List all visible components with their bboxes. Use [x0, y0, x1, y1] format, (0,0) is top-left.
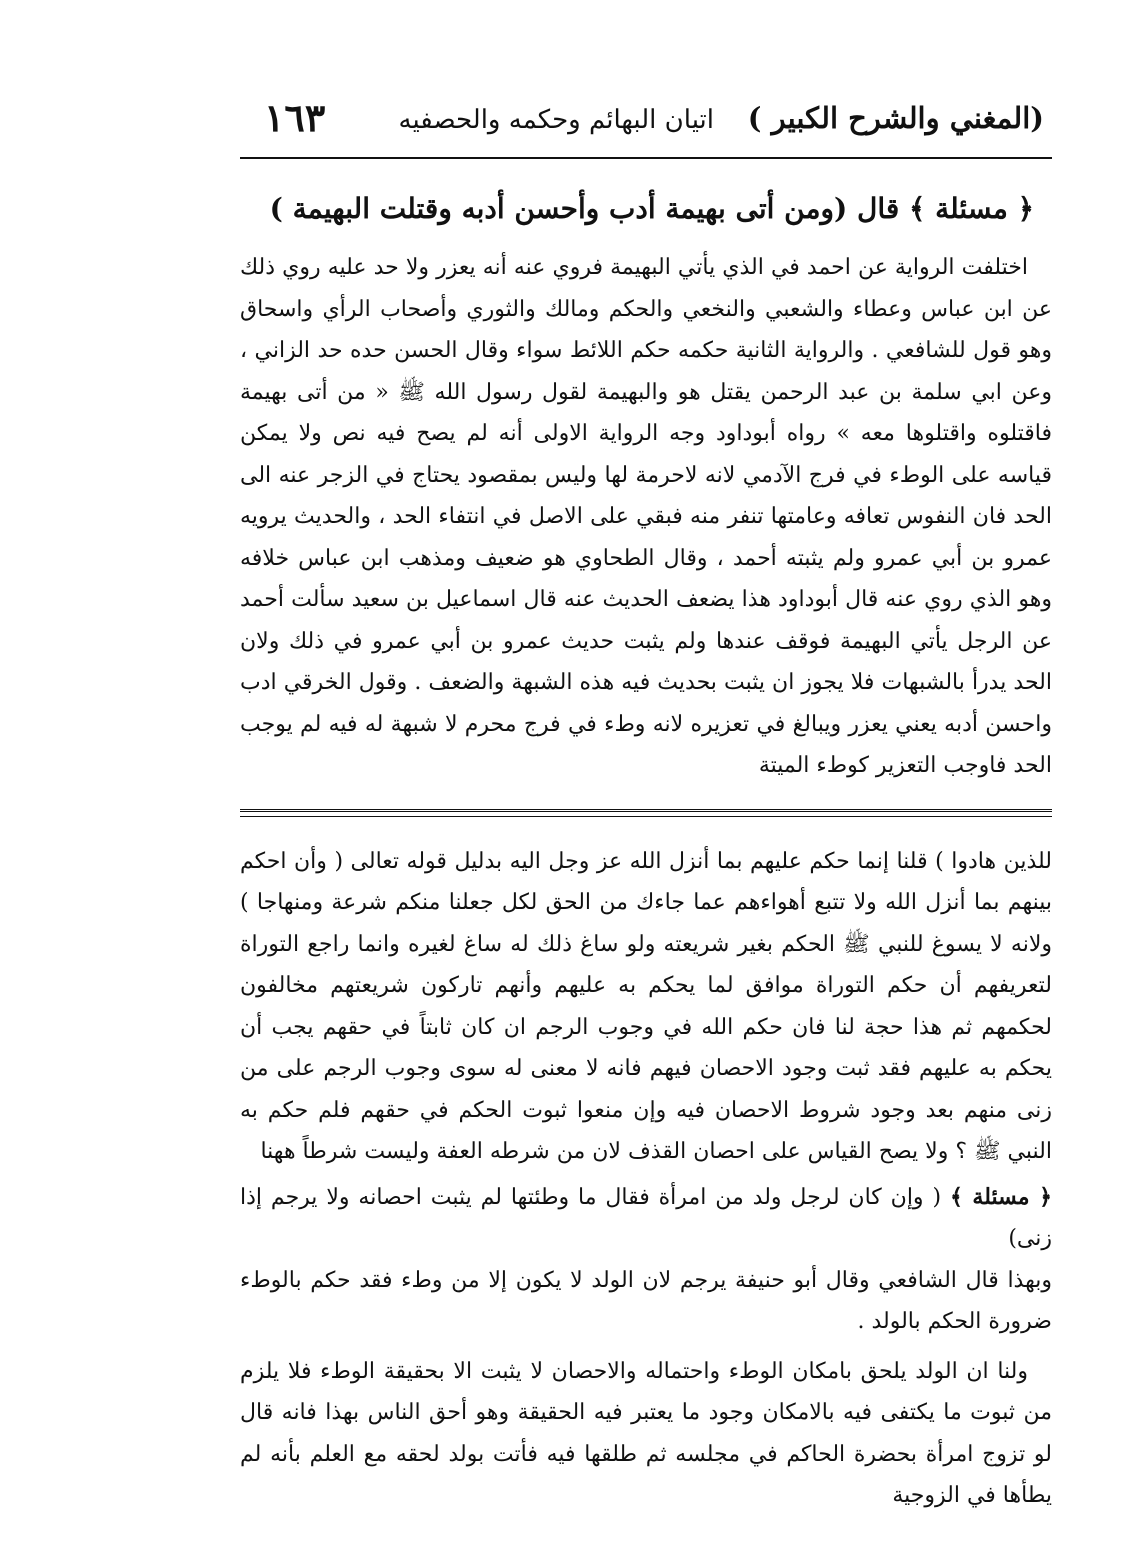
- main-text: [240, 247, 1052, 787]
- book-title: (المغني والشرح الكبير ): [747, 101, 1044, 135]
- masala-text: ( وإن كان لرجل ولد من امرأة فقال ما وطئتها لم يثبت احصانه ولا يرجم إذا زنى): [240, 1184, 1052, 1251]
- footnote-divider: [240, 809, 1052, 817]
- header-rule: [240, 157, 1052, 159]
- book-page: [240, 95, 1052, 1517]
- section-topic: اتيان البهائم وحكمه والحصفيه: [398, 105, 714, 135]
- main-paragraph: اختلفت الرواية عن احمد في الذي يأتي البهيمة فروي عنه أنه يعزر ولا حد عليه روي ذلك عن ابن عباس وعطاء والشعبي والنخعي والحكم ومالك والثوري وأصحاب الرأي واسحاق وهو قول للشافعي . والرواية الثانية حكمه حكم اللائط سواء وقال الحسن حده حد الزاني ، وعن ابي سلمة بن عبد الرحمن يقتل هو والبهيمة لقول رسول الله ﷺ « من أتى بهيمة فاقتلوه واقتلوها معه » رواه أبوداود وجه الرواية الاولى أنه لم يصح فيه نص ولا يمكن قياسه على الوطء في فرج الآدمي لانه لاحرمة لها وليس بمقصود يحتاج في الزجر عنه الى الحد فان النفوس تعافه وعامتها تنفر منه فبقي على الاصل في انتفاء الحد ، والحديث يرويه عمرو بن أبي عمرو ولم يثبته أحمد ، وقال الطحاوي هو ضعيف ومذهب ابن عباس خلافه وهو الذي روي عنه قال أبوداود هذا يضعف الحديث عنه قال اسماعيل بن سعيد سألت أحمد عن الرجل يأتي البهيمة فوقف عندها ولم يثبت حديث عمرو بن أبي عمرو في ذلك ولان الحد يدرأ بالشبهات فلا يجوز ان يثبت بحديث فيه هذه الشبهة والضعف . وقول الخرقي ادب واحسن أدبه يعني يعزر ويبالغ في تعزيره لانه وطء في فرج محرم لا شبهة له فيه لم يوجب الحد فاوجب التعزير كوطء الميتة: [240, 255, 1052, 778]
- page-number: ١٦٣: [264, 95, 326, 140]
- continuation-text: [240, 841, 1052, 1517]
- notes-paragraph-3: ولنا ان الولد يلحق بامكان الوطء واحتماله والاحصان لا يثبت الا بحقيقة الوطء فلا يلزم من ثبوت ما يكتفى فيه بالامكان وجود ما يعتبر فيه الحقيقة وهو أحق الناس بهذا فانه قال لو تزوج امرأة بحضرة الحاكم في مجلسه ثم طلقها فيه فأتت بولد لحقه مع العلم بأنه لم يطأها في الزوجية: [240, 1358, 1052, 1508]
- notes-paragraph-2: وبهذا قال الشافعي وقال أبو حنيفة يرجم لان الولد لا يكون إلا من وطء فقد حكم بالوطء ضرورة الحكم بالولد .: [240, 1267, 1052, 1334]
- masala-line: [240, 1177, 1052, 1260]
- masala-mark: ﴿ مسئلة ﴾: [949, 1183, 1052, 1210]
- running-head: [240, 95, 1052, 157]
- notes-paragraph: للذين هادوا ) قلنا إنما حكم عليهم بما أنزل الله عز وجل اليه بدليل قوله تعالى ( وأن احكم بينهم بما أنزل الله ولا تتبع أهواءهم عما جاءك من الحق لكل جعلنا منكم شرعة ومنهاجا ) ولانه لا يسوغ للنبي ﷺ الحكم بغير شريعته ولو ساغ ذلك له ساغ لغيره وانما راجع التوراة لتعريفهم أن حكم التوراة موافق لما يحكم به عليهم وأنهم تاركون شريعتهم مخالفون لحكمهم ثم هذا حجة لنا فان حكم الله في وجوب الرجم ان كان ثابتاً في حقهم يجب أن يحكم به عليهم فقد ثبت وجود الاحصان فيهم فانه لا معنى له سوى وجوب الرجم على من زنى منهم بعد وجود شروط الاحصان فيه وإن منعوا ثبوت الحكم في حقهم فلم حكم به النبي ﷺ ؟ ولا يصح القياس على احصان القذف لان من شرطه العفة وليست شرطاً ههنا: [240, 848, 1052, 1164]
- masala-heading: ﴿ مسئلة ﴾ قال (ومن أتى بهيمة أدب وأحسن أدبه وقتلت البهيمة ): [269, 192, 1034, 225]
